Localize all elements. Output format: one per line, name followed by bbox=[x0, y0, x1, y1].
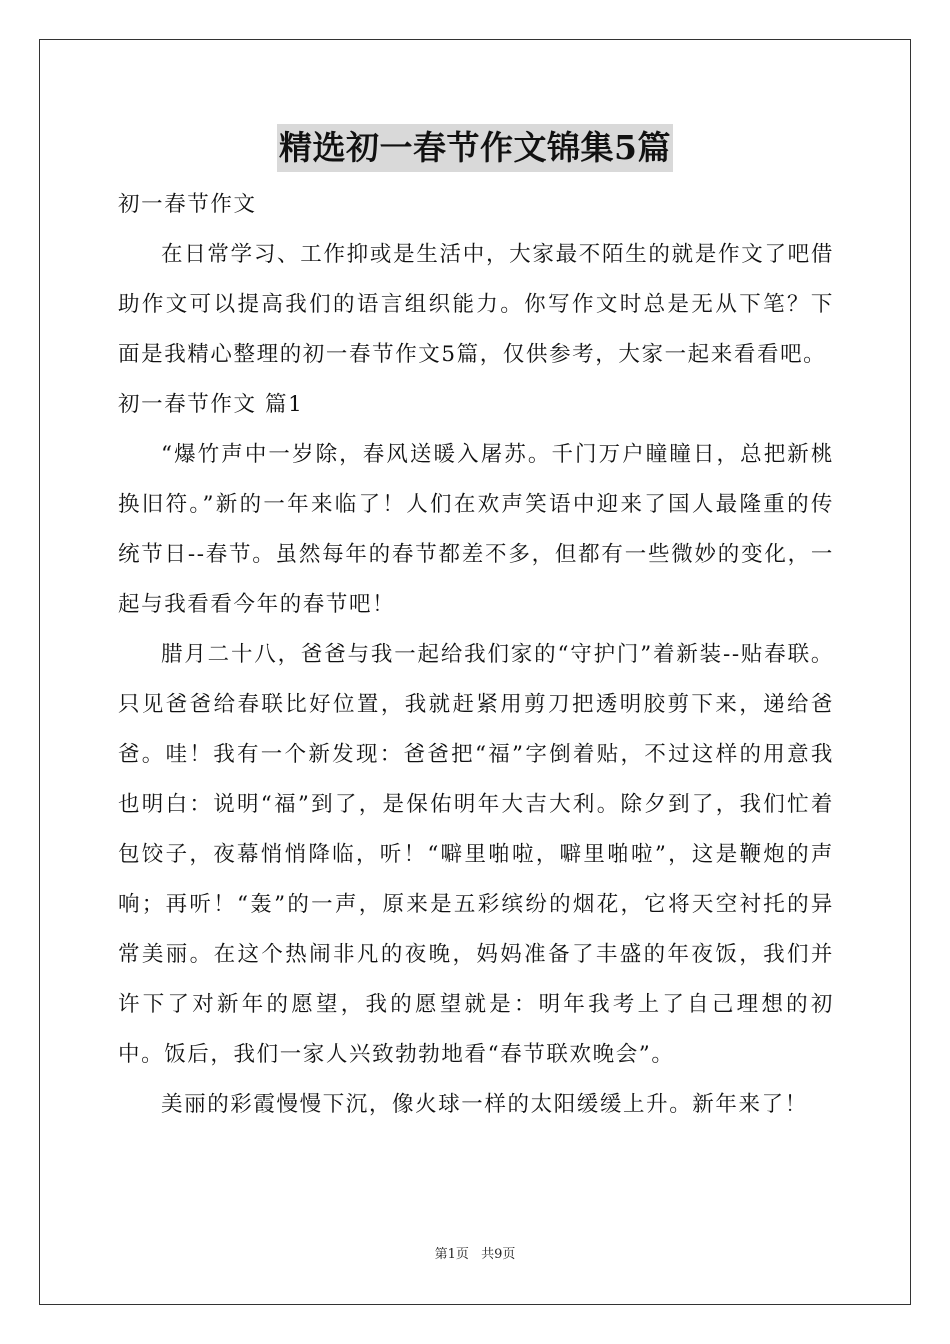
body-paragraph-2: 腊月二十八，爸爸与我一起给我们家的“守护门”着新装--贴春联。只见爸爸给春联比好位置，我就赶紧用剪刀把透明胶剪下来，递给爸爸。哇！我有一个新发现：爸爸把“福”字倒着贴，不过这样的用意我也明白：说明“福”到了，是保佑明年大吉大利。除夕到了，我们忙着包饺子，夜幕悄悄降临，听！“噼里啪啦，噼里啪啦”，这是鞭炮的声响；再听！“轰”的一声，原来是五彩缤纷的烟花，它将天空衬托的异常美丽。在这个热闹非凡的夜晚，妈妈准备了丰盛的年夜饭，我们并许下了对新年的愿望，我的愿望就是：明年我考上了自己理想的初中。饭后，我们一家人兴致勃勃地看“春节联欢晚会”。 bbox=[118, 642, 834, 1067]
title-container bbox=[0, 124, 950, 172]
document-body bbox=[118, 180, 834, 1130]
page-number: 第1页 bbox=[434, 1247, 469, 1262]
intro-heading: 初一春节作文 bbox=[118, 192, 257, 217]
intro-paragraph: 在日常学习、工作抑或是生活中，大家最不陌生的就是作文了吧借助作文可以提高我们的语言组织能力。你写作文时总是无从下笔？下面是我精心整理的初一春节作文5篇，仅供参考，大家一起来看看吧。 bbox=[118, 242, 834, 367]
body-paragraph-3: 美丽的彩霞慢慢下沉，像火球一样的太阳缓缓上升。新年来了！ bbox=[161, 1092, 808, 1117]
section-heading: 初一春节作文 篇1 bbox=[118, 392, 304, 417]
document-title: 精选初一春节作文锦集5篇 bbox=[277, 124, 673, 172]
body-paragraph-1: “爆竹声中一岁除，春风送暖入屠苏。千门万户瞳瞳日，总把新桃换旧符。”新的一年来临了！人们在欢声笑语中迎来了国人最隆重的传统节日--春节。虽然每年的春节都差不多，但都有一些微妙的变化，一起与我看看今年的春节吧！ bbox=[118, 442, 834, 617]
page-total: 共9页 bbox=[481, 1247, 516, 1262]
page-footer bbox=[0, 1245, 950, 1265]
